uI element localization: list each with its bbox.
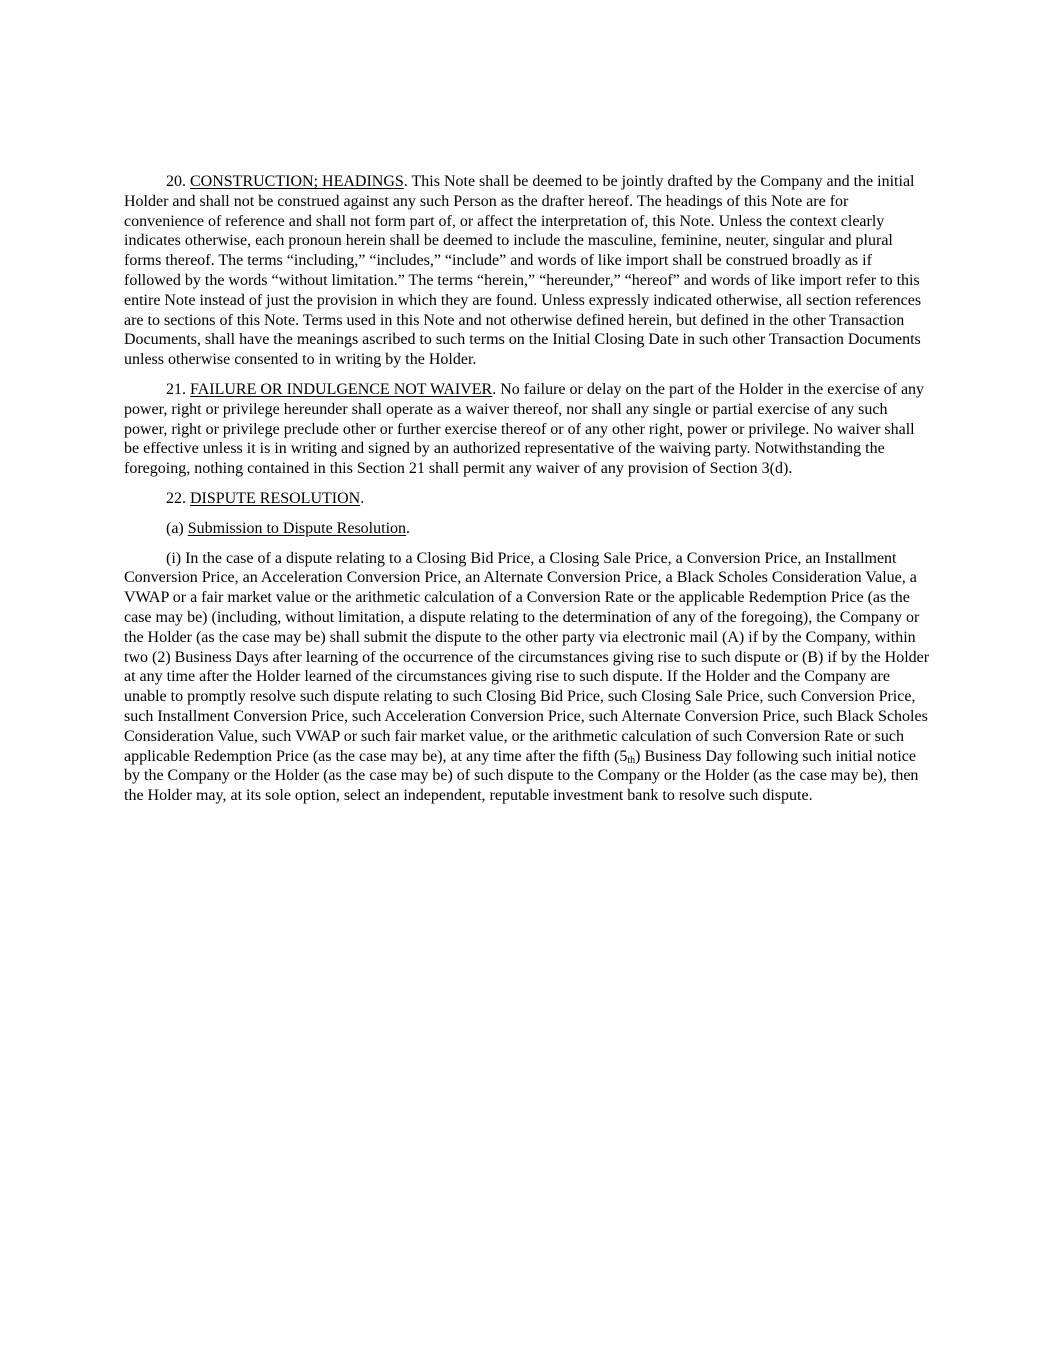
section-22-body: .: [360, 489, 365, 507]
section-22-number: 22.: [166, 489, 190, 507]
ordinal-suffix: th: [627, 754, 636, 766]
section-21-paragraph: [124, 380, 932, 479]
section-22a-heading: Submission to Dispute Resolution: [187, 519, 407, 537]
section-20-paragraph: [124, 172, 932, 370]
section-22-heading: DISPUTE RESOLUTION: [190, 489, 361, 507]
section-20-number: 20.: [166, 173, 190, 190]
section-22a-number: (a): [166, 519, 188, 537]
section-22a-i-text-after: ) Business Day following such initial notice by the Company or the Holder (as the case may be) of such dispute to the Company or the Holder (as the case may be), then the Holder may, at its sole option, select an independent, reputable investment bank to resolve such dispute.: [124, 747, 919, 805]
section-21-number: 21.: [166, 380, 190, 398]
section-21-heading: FAILURE OR INDULGENCE NOT WAIVER: [190, 380, 493, 398]
section-22a-paragraph: [124, 519, 932, 539]
section-22a-i-paragraph: [124, 549, 932, 806]
section-22-paragraph: [124, 489, 932, 509]
section-21-body: . No failure or delay on the part of the Holder in the exercise of any power, right or privilege hereunder shall operate as a waiver thereof, nor shall any single or partial exercise of any such power, right or privilege preclude other or further exercise thereof or of any other right, power or privilege. No waiver shall be effective unless it is in writing and signed by an authorized representative of the waiving party. Notwithstanding the foregoing, nothing contained in this Section 21 shall permit any waiver of any provision of Section 3(d).: [124, 380, 925, 478]
section-20-heading: CONSTRUCTION; HEADINGS: [190, 173, 404, 190]
section-22a-i-text-before: (i) In the case of a dispute relating to a Closing Bid Price, a Closing Sale Price, a Conversion Price, an Installment Conversion Price, an Acceleration Conversion Price, an Alternate Conversion Price, a Black Scholes Consideration Value, a VWAP or a fair market value or the arithmetic calculation of a Conversion Rate or the applicable Redemption Price (as the case may be) (including, without limitation, a dispute relating to the determination of any of the foregoing), the Company or the Holder (as the case may be) shall submit the dispute to the other party via electronic mail (A) if by the Company, within two (2) Business Days after learning of the occurrence of the circumstances giving rise to such dispute or (B) if by the Holder at any time after the Holder learned of the circumstances giving rise to such dispute. If the Holder and the Company are unable to promptly resolve such dispute relating to such Closing Bid Price, such Closing Sale Price, such Conversion Price, such Installment Conversion Price, such Acceleration Conversion Price, such Alternate Conversion Price, such Black Scholes Consideration Value, such VWAP or such fair market value, or the arithmetic calculation of such Conversion Rate or such applicable Redemption Price (as the case may be), at any time after the fifth (5: [124, 549, 930, 765]
document-page: [124, 172, 932, 816]
section-20-body: . This Note shall be deemed to be jointly drafted by the Company and the initial Holder and shall not be construed against any such Person as the drafter hereof. The headings of this Note are for convenience of reference and shall not form part of, or affect the interpretation of, this Note. Unless the context clearly indicates otherwise, each pronoun herein shall be deemed to include the masculine, feminine, neuter, singular and plural forms thereof. The terms “including,” “includes,” “include” and words of like import shall be construed broadly as if followed by the words “without limitation.” The terms “herein,” “hereunder,” “hereof” and words of like import refer to this entire Note instead of just the provision in which they are found. Unless expressly indicated otherwise, all section references are to sections of this Note. Terms used in this Note and not otherwise defined herein, but defined in the other Transaction Documents, shall have the meanings ascribed to such terms on the Initial Closing Date in such other Transaction Documents unless otherwise consented to in writing by the Holder.: [124, 173, 922, 369]
section-22a-body: .: [406, 519, 411, 537]
